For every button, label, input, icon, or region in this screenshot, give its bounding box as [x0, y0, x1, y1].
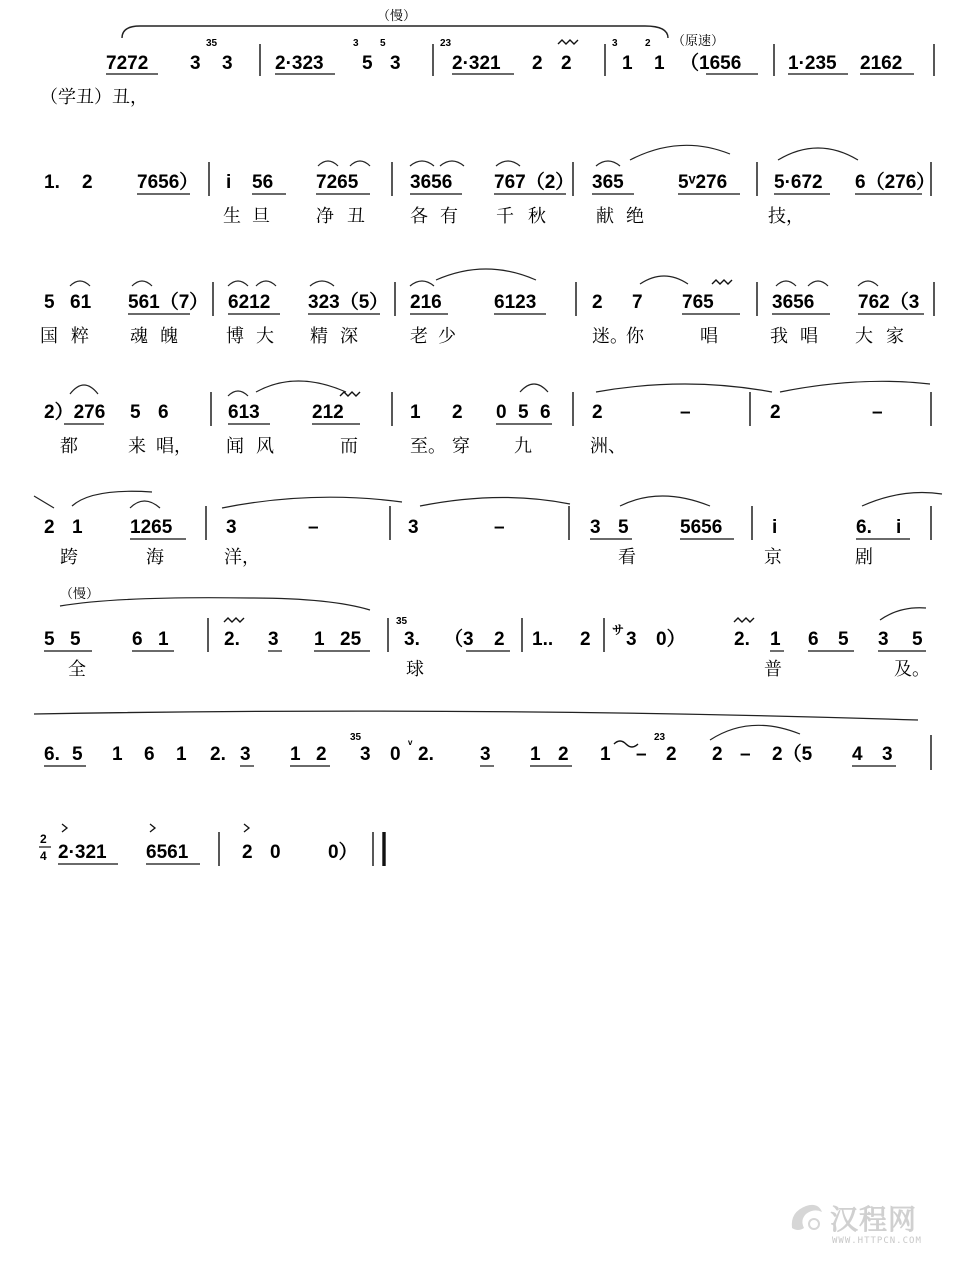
note-group: 5·672: [774, 172, 823, 193]
tempo-mark-original: （原速）: [672, 34, 725, 49]
phrase-slur: [34, 711, 918, 720]
note: –: [308, 517, 319, 538]
lyric: 唱，: [156, 436, 192, 457]
score-line-8: [39, 824, 384, 866]
note: –: [680, 402, 691, 423]
note: 5: [362, 53, 373, 74]
note: 3: [360, 744, 371, 765]
lyric: 剧: [855, 547, 873, 568]
note: 2.: [418, 744, 434, 765]
lyric: 九: [514, 436, 532, 457]
lyric: 深: [340, 326, 358, 347]
lyric: 及。: [894, 659, 930, 680]
note-group: 561（7）: [128, 292, 209, 313]
note: 3: [190, 53, 201, 74]
note: i: [896, 517, 902, 538]
lyric: 跨: [60, 547, 78, 568]
note-group: 6561: [146, 842, 189, 863]
note-group: 2·323: [275, 53, 324, 74]
note-group: 323（5）: [308, 292, 389, 313]
score-line-7: [34, 711, 931, 770]
note: 1: [410, 402, 421, 423]
note: 3: [222, 53, 233, 74]
note: 5: [70, 629, 81, 650]
trill-mark: [224, 618, 244, 622]
note-group: 6（276）: [855, 172, 936, 193]
lyric: 精: [310, 326, 328, 347]
note: 1: [622, 53, 633, 74]
lyric: 唱: [700, 326, 718, 347]
note: 3: [626, 629, 637, 650]
lyric: 迷。: [592, 326, 628, 347]
lyric: 魄: [160, 326, 178, 347]
trill-mark: [734, 618, 754, 622]
wavy-mark: [614, 741, 638, 747]
grace-note: 35: [350, 732, 362, 743]
note-group: 2）276: [44, 402, 106, 423]
note: –: [494, 517, 505, 538]
note: 5: [72, 744, 83, 765]
note-group: 2·321: [58, 842, 107, 863]
slurs: [710, 725, 800, 740]
lyric: 来: [128, 436, 146, 457]
grace-note: 3: [612, 38, 618, 49]
lyric: 老: [410, 326, 428, 347]
note: i: [226, 172, 232, 193]
note-group: （1656: [680, 53, 742, 74]
note-group: 3656: [410, 172, 453, 193]
note: 3: [268, 629, 279, 650]
grace-note: 2: [645, 38, 651, 49]
watermark-name: 汉程网: [830, 1203, 918, 1236]
note-group: 61: [70, 292, 92, 313]
note-group: 7272: [106, 53, 149, 74]
note-group: 212: [312, 402, 344, 423]
lyric: 净: [316, 206, 334, 227]
note: 3: [408, 517, 419, 538]
note: 5: [130, 402, 141, 423]
site-logo-icon: [786, 1198, 826, 1238]
note: 1: [72, 517, 83, 538]
note: 1..: [532, 629, 554, 650]
note: 1: [112, 744, 123, 765]
note-group: 7265: [316, 172, 359, 193]
note-group: 3656: [772, 292, 815, 313]
lyric: 有: [440, 206, 458, 227]
note: 2: [242, 842, 253, 863]
lyric: 旦: [252, 206, 270, 227]
lyric: 至。: [410, 436, 446, 457]
trill-mark: [558, 40, 578, 44]
note-group: 762（3: [858, 292, 920, 313]
note: 4: [852, 744, 863, 765]
note: 2: [316, 744, 327, 765]
grace-note: 3: [353, 38, 359, 49]
slurs: [34, 491, 942, 508]
note: 5: [838, 629, 849, 650]
note-group: 56: [252, 172, 274, 193]
note: 1: [176, 744, 187, 765]
note: 5: [44, 292, 55, 313]
note: 2.: [210, 744, 226, 765]
lyric: 唱: [800, 326, 818, 347]
note-group: 1265: [130, 517, 173, 538]
grace-note: 35: [206, 38, 218, 49]
note: （3: [444, 629, 474, 650]
note: 5: [44, 629, 55, 650]
note-group: 365: [592, 172, 624, 193]
lyric: 闻: [226, 436, 244, 457]
accent-marks: [62, 824, 249, 832]
note-group: 25: [340, 629, 362, 650]
note: 2: [561, 53, 572, 74]
lyric: 穿: [452, 436, 470, 457]
note: 0）: [328, 842, 358, 863]
note: 1: [654, 53, 665, 74]
lyric: 技，: [768, 206, 804, 227]
note-group: 2（5: [772, 744, 813, 765]
lyric: 绝: [626, 206, 644, 227]
note: 2: [44, 517, 55, 538]
note: 1: [770, 629, 781, 650]
note: 6: [808, 629, 819, 650]
note: 0: [270, 842, 281, 863]
slurs: [880, 608, 926, 620]
lyric: 丑: [347, 206, 365, 227]
trill-mark: [340, 392, 360, 396]
note: 1: [530, 744, 541, 765]
note: 2: [712, 744, 723, 765]
note: 6: [158, 402, 169, 423]
score-line-1: [106, 8, 934, 76]
grace-note: 23: [654, 732, 666, 743]
note: 7: [632, 292, 643, 313]
note: 6: [144, 744, 155, 765]
lyric: 家: [886, 326, 904, 347]
lyric: 海: [146, 547, 164, 568]
phrase-slur: [60, 598, 370, 610]
lyric: 我: [770, 326, 788, 347]
lyric: 都: [60, 436, 78, 457]
lyric: 洋，: [224, 547, 260, 568]
note: 3.: [404, 629, 420, 650]
note: 2: [82, 172, 93, 193]
note: 2: [666, 744, 677, 765]
trill-mark: [712, 280, 732, 284]
note-group: 6212: [228, 292, 271, 313]
score-line-2: [44, 145, 935, 227]
note: 2: [580, 629, 591, 650]
lyric: 大: [855, 326, 873, 347]
note: 1: [158, 629, 169, 650]
lyric: 洲、: [590, 436, 626, 457]
tempo-mark-slow: （慢）: [377, 9, 417, 24]
lyric: 少: [438, 326, 456, 347]
note: 5: [518, 402, 529, 423]
score-line-4: [44, 381, 931, 457]
note: 2: [558, 744, 569, 765]
note: –: [636, 744, 647, 765]
time-signature-bottom: 4: [40, 849, 47, 863]
note-group: 2·321: [452, 53, 501, 74]
watermark-url: WWW.HTTPCN.COM: [832, 1236, 922, 1246]
note-group: 7656）: [137, 172, 199, 193]
slurs: [70, 381, 930, 396]
free-tempo-mark: サ: [612, 623, 625, 637]
lyric: 国: [40, 326, 58, 347]
lyric: 京: [764, 547, 782, 568]
slurs: [318, 145, 858, 166]
note: –: [740, 744, 751, 765]
lyric: 生: [223, 206, 241, 227]
note-group: 2162: [860, 53, 903, 74]
note-group: 765: [682, 292, 714, 313]
note: 1: [600, 744, 611, 765]
lyric: 普: [764, 659, 782, 680]
score-line-3: [40, 269, 934, 347]
note: 2.: [224, 629, 240, 650]
lyric: 大: [256, 326, 274, 347]
note: 6: [540, 402, 551, 423]
score-line-5: [34, 491, 942, 568]
lyric: 博: [226, 326, 244, 347]
note: 0: [496, 402, 507, 423]
note: 2: [592, 292, 603, 313]
note: 2: [592, 402, 603, 423]
note: 2: [494, 629, 505, 650]
note: 3: [240, 744, 251, 765]
note: 0: [390, 744, 401, 765]
note-group: 216: [410, 292, 442, 313]
lyric: 风: [256, 436, 274, 457]
note: 6.: [44, 744, 60, 765]
note: 3: [590, 517, 601, 538]
note: 3: [878, 629, 889, 650]
note: 2: [452, 402, 463, 423]
note: –: [872, 402, 883, 423]
note-group: 767（2）: [494, 172, 575, 193]
site-watermark: [786, 1196, 946, 1252]
note: 2.: [734, 629, 750, 650]
note: 3: [480, 744, 491, 765]
lyric: 你: [626, 326, 644, 347]
note: 2: [532, 53, 543, 74]
phrase-slur: [122, 26, 668, 38]
note: 5: [912, 629, 923, 650]
note: i: [772, 517, 778, 538]
note: 1: [314, 629, 325, 650]
note: 0）: [656, 629, 686, 650]
breath-mark: ᵛ: [408, 737, 413, 751]
note: 2: [770, 402, 781, 423]
note: 3: [882, 744, 893, 765]
lyric: 球: [406, 659, 424, 680]
lyric: 秋: [528, 206, 546, 227]
lyric: 粹: [71, 326, 89, 347]
score-line-6: [44, 586, 930, 680]
grace-note: 23: [440, 38, 452, 49]
lyric: 全: [68, 659, 86, 680]
lyric: 看: [618, 547, 636, 568]
time-signature-top: 2: [40, 832, 47, 846]
grace-note: 35: [396, 616, 408, 627]
note: 6: [132, 629, 143, 650]
note: 1.: [44, 172, 60, 193]
note: 5: [618, 517, 629, 538]
note: 3: [226, 517, 237, 538]
lyric: 献: [596, 206, 614, 227]
note: 3: [390, 53, 401, 74]
lyric: 而: [340, 436, 358, 457]
note-group: 613: [228, 402, 260, 423]
tempo-mark-slow: （慢）: [60, 587, 100, 602]
note-group: 5656: [680, 517, 723, 538]
note: 6.: [856, 517, 872, 538]
lyric: 各: [410, 206, 428, 227]
note-group: 6123: [494, 292, 537, 313]
lyric: 魂: [130, 326, 148, 347]
grace-note: 5: [380, 38, 386, 49]
note-group: 5ᵛ276: [678, 172, 728, 193]
note-group: 1·235: [788, 53, 837, 74]
note: 1: [290, 744, 301, 765]
lyric: 千: [496, 206, 514, 227]
role-label: （学丑）丑，: [40, 87, 148, 108]
